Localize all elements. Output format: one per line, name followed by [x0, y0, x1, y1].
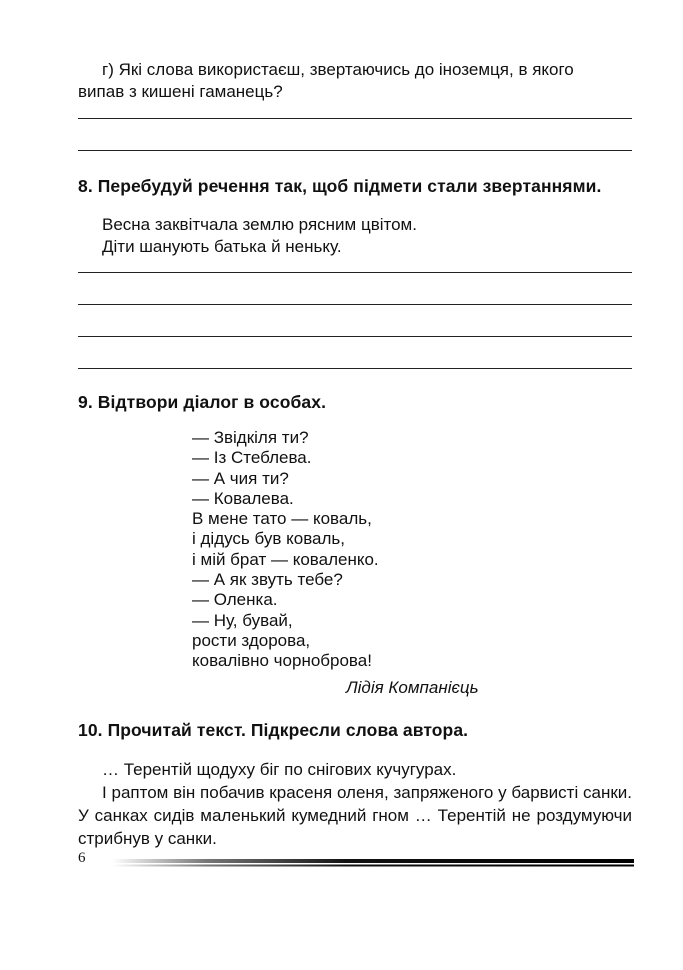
- poem-line: — Ковалева.: [192, 488, 294, 508]
- answer-line: [78, 336, 632, 337]
- poem-line: — А як звуть тебе?: [192, 570, 343, 590]
- poem-line: — Ну, бувай,: [192, 610, 293, 630]
- page-number: 6: [78, 850, 86, 866]
- dialogue-poem: [192, 428, 379, 672]
- task10-title: 10. Прочитай текст. Підкресли слова автора.: [78, 720, 469, 740]
- answer-line: [78, 150, 632, 151]
- answer-line: [78, 118, 632, 119]
- poem-line: ковалівно чорноброва!: [192, 651, 372, 671]
- poem-line: і дідусь був коваль,: [192, 529, 345, 549]
- task8-sentence-1: Весна заквітчала землю рясним цвітом.: [102, 215, 417, 234]
- poem-line: рости здорова,: [192, 630, 311, 650]
- task8-sentence-2: Діти шанують батька й неньку.: [102, 237, 342, 256]
- answer-line: [78, 368, 632, 369]
- task8-title: 8. Перебудуй речення так, щоб підмети стали звертаннями.: [78, 176, 602, 196]
- answer-line: [78, 272, 632, 273]
- footer-decorative-bar: [112, 859, 634, 868]
- task9-title: 9. Відтвори діалог в особах.: [78, 392, 327, 412]
- question-g-line1: г) Які слова використаєш, звертаючись до іноземця, в якого: [102, 60, 574, 79]
- answer-line: [78, 304, 632, 305]
- task10-paragraph-1: … Терентій щодуху біг по снігових кучугурах.: [102, 760, 457, 779]
- poem-author: Лідія Компанієць: [346, 678, 479, 697]
- poem-line: — Звідкіля ти?: [192, 428, 309, 447]
- poem-line: В мене тато — коваль,: [192, 509, 372, 529]
- poem-line: — А чия ти?: [192, 468, 289, 488]
- task10-paragraph-2: І раптом він побачив красеня оленя, запряженого у барвисті санки. У санках сидів маленький кумедний гном … Терентій не роздумуючи стрибнув у санки.: [78, 783, 632, 848]
- question-g-line2: випав з кишені гаманець?: [78, 82, 283, 101]
- poem-line: — Оленка.: [192, 590, 278, 610]
- poem-line: — Із Стеблева.: [192, 448, 312, 468]
- poem-line: і мій брат — коваленко.: [192, 549, 379, 569]
